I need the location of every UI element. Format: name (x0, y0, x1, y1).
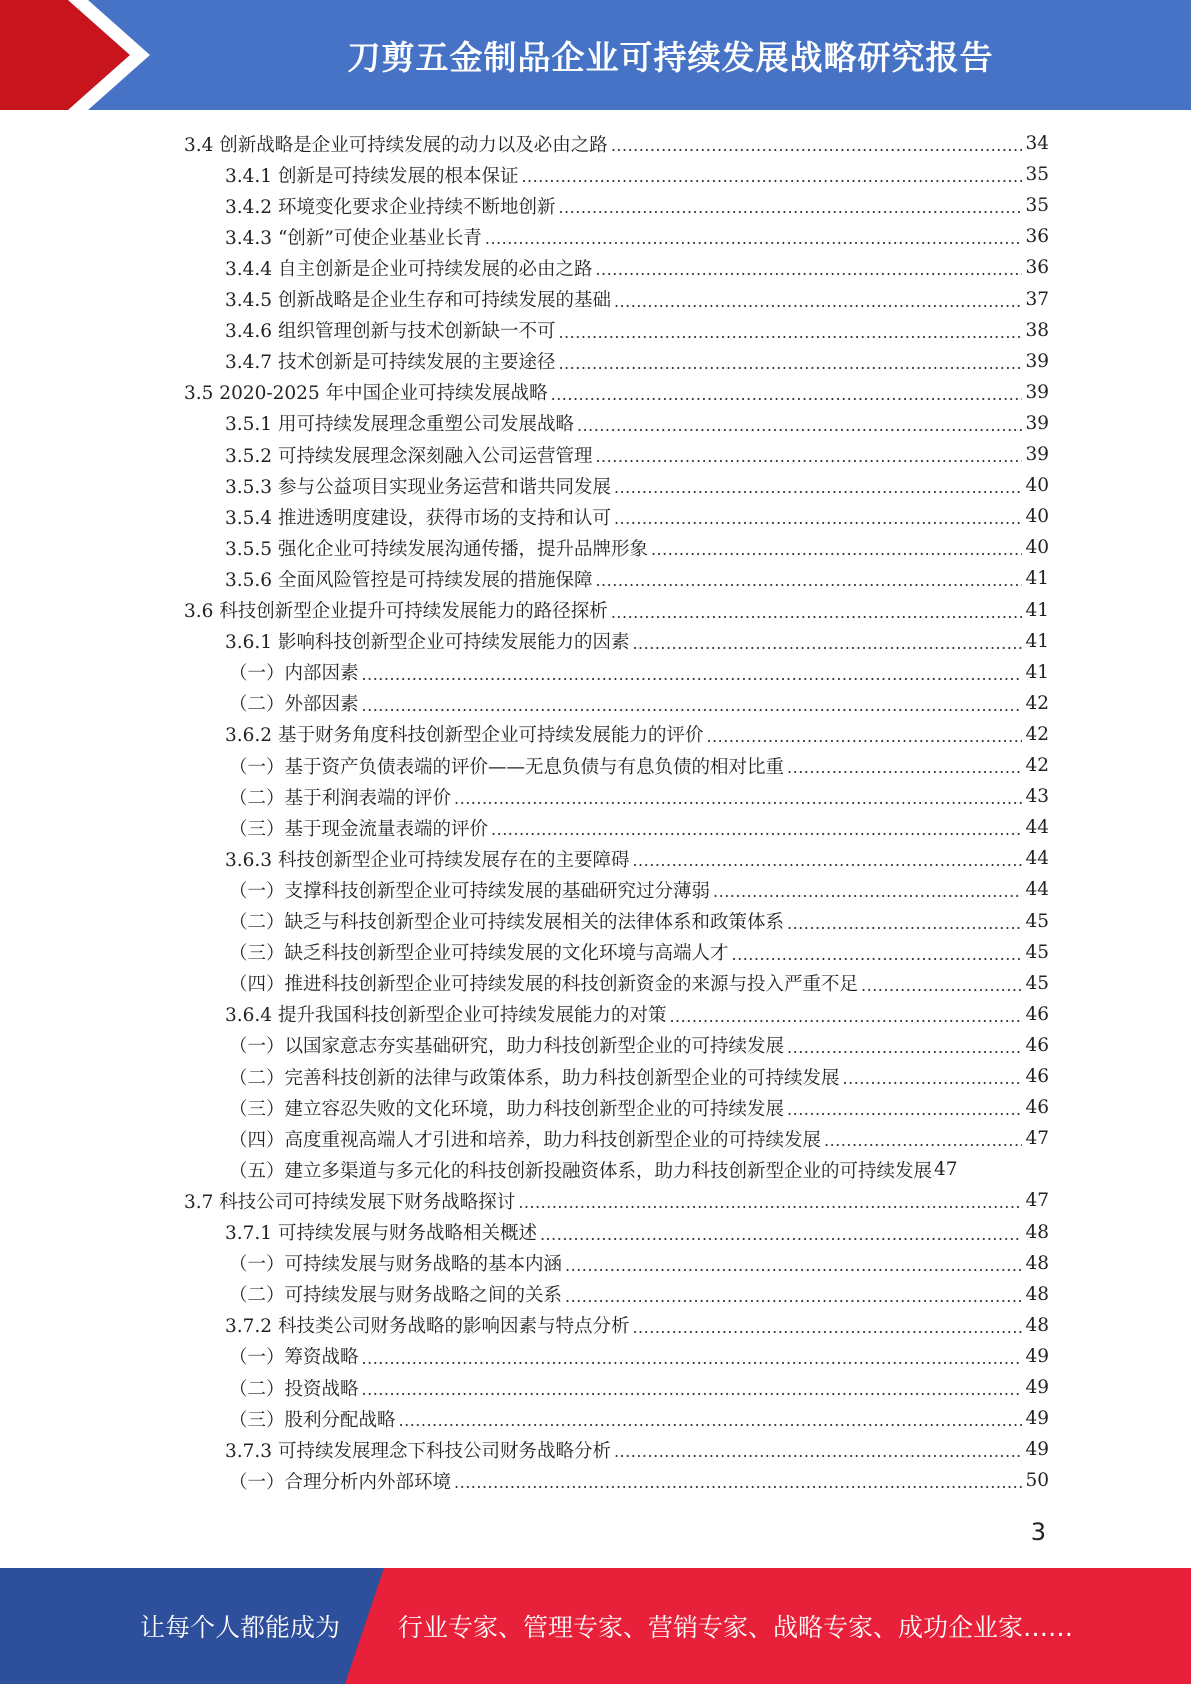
toc-leader-dots (932, 1162, 934, 1181)
toc-entry[interactable] (225, 563, 1049, 594)
toc-leader-dots (399, 1411, 1023, 1430)
toc-entry[interactable] (229, 812, 1049, 843)
toc-entry[interactable] (229, 1123, 1049, 1154)
toc-entry-label: 3.4 创新战略是企业可持续发展的动力以及必由之路 (184, 134, 608, 156)
toc-entry[interactable] (225, 999, 1049, 1030)
toc-entry-page: 48 (1025, 1221, 1049, 1243)
toc-entry-page: 46 (1025, 1097, 1049, 1119)
toc-entry-label: （三）建立容忍失败的文化环境，助力科技创新型企业的可持续发展 (229, 1098, 785, 1120)
toc-leader-dots (558, 323, 1022, 342)
toc-entry-page: 39 (1025, 412, 1049, 434)
toc-entry[interactable] (229, 750, 1049, 781)
toc-entry[interactable] (225, 719, 1049, 750)
toc-entry[interactable] (225, 315, 1049, 346)
toc-entry[interactable] (229, 1154, 1049, 1185)
toc-entry-page: 45 (1025, 972, 1049, 994)
toc-entry[interactable] (225, 626, 1049, 657)
toc-entry-label: （二）基于利润表端的评价 (229, 787, 452, 809)
report-header (0, 0, 1191, 110)
toc-leader-dots (595, 571, 1022, 590)
toc-entry-label: （一）以国家意志夯实基础研究，助力科技创新型企业的可持续发展 (229, 1036, 785, 1058)
toc-entry[interactable] (225, 439, 1049, 470)
toc-entry-label: 3.4.5 创新战略是企业生存和可持续发展的基础 (225, 290, 611, 311)
toc-leader-dots (787, 1100, 1022, 1119)
toc-entry-page: 40 (1025, 537, 1049, 559)
toc-entry-label: （一）可持续发展与财务战略的基本内涵 (229, 1254, 563, 1276)
toc-entry[interactable] (225, 470, 1049, 501)
toc-entry-page: 41 (1025, 630, 1049, 652)
toc-leader-dots (787, 914, 1022, 933)
toc-entry-page: 39 (1025, 444, 1049, 465)
toc-leader-dots (565, 1287, 1022, 1306)
toc-leader-dots (611, 603, 1023, 622)
toc-entry-label: 3.5.1 用可持续发展理念重塑公司发展战略 (225, 414, 574, 436)
toc-entry[interactable] (184, 1185, 1049, 1216)
header-chevron-decoration (0, 0, 160, 110)
toc-entry-page: 44 (1025, 817, 1049, 839)
toc-entry-label: 3.7.2 科技类公司财务战略的影响因素与特点分析 (225, 1316, 630, 1338)
toc-entry-label: （二）可持续发展与财务战略之间的关系 (229, 1285, 563, 1307)
toc-leader-dots (577, 416, 1022, 435)
toc-entry[interactable] (229, 781, 1049, 812)
footer-banner (0, 1568, 1191, 1684)
toc-entry[interactable] (229, 1030, 1049, 1061)
toc-entry-page: 44 (1025, 879, 1049, 901)
toc-entry[interactable] (184, 128, 1049, 159)
toc-entry-label: （一）合理分析内外部环境 (229, 1471, 452, 1493)
toc-leader-dots (362, 665, 1023, 684)
toc-entry-page: 45 (1025, 941, 1049, 963)
toc-entry-page: 40 (1025, 506, 1049, 528)
toc-entry-label: 3.6.2 基于财务角度科技创新型企业可持续发展能力的评价 (225, 725, 704, 747)
toc-entry-page: 37 (1025, 288, 1049, 310)
toc-leader-dots (491, 820, 1022, 839)
toc-leader-dots (454, 789, 1022, 808)
toc-entry-label: 3.5.5 强化企业可持续发展沟通传播，提升品牌形象 (225, 538, 648, 560)
toc-leader-dots (614, 509, 1022, 528)
toc-leader-dots (843, 1069, 1023, 1088)
toc-entry[interactable] (225, 190, 1049, 221)
toc-entry[interactable] (225, 1434, 1049, 1465)
toc-entry-page: 36 (1025, 257, 1049, 279)
toc-entry-page: 42 (1025, 755, 1049, 776)
toc-entry-label: （一）基于资产负债表端的评价——无息负债与有息负债的相对比重 (229, 756, 785, 778)
report-title: 刀剪五金制品企业可持续发展战略研究报告 (347, 37, 994, 77)
toc-leader-dots (454, 1473, 1022, 1492)
page-number: 3 (1030, 1518, 1046, 1546)
toc-entry-label: 3.6.3 科技创新型企业可持续发展存在的主要障碍 (225, 849, 630, 871)
toc-entry-page: 41 (1025, 599, 1049, 621)
toc-entry[interactable] (229, 1465, 1049, 1496)
toc-entry-page: 47 (1025, 1190, 1049, 1212)
toc-leader-dots (861, 976, 1022, 995)
toc-entry-page: 46 (1025, 1034, 1049, 1056)
toc-leader-dots (485, 229, 1023, 248)
toc-entry-label: 3.7 科技公司可持续发展下财务战略探讨 (184, 1191, 516, 1213)
toc-entry[interactable] (225, 501, 1049, 532)
toc-leader-dots (565, 1256, 1022, 1275)
toc-entry-label: （二）完善科技创新的法律与政策体系，助力科技创新型企业的可持续发展 (229, 1067, 840, 1089)
toc-entry[interactable] (229, 937, 1049, 968)
toc-entry-label: （一）筹资战略 (229, 1347, 359, 1369)
toc-entry-page: 40 (1025, 475, 1049, 497)
toc-entry[interactable] (229, 1092, 1049, 1123)
toc-leader-dots (362, 1380, 1023, 1399)
toc-entry-page: 47 (934, 1159, 958, 1181)
toc-entry-page: 45 (1025, 910, 1049, 932)
toc-entry[interactable] (225, 159, 1049, 190)
toc-entry-page: 35 (1025, 164, 1049, 186)
toc-entry-page: 41 (1025, 661, 1049, 683)
toc-entry[interactable] (229, 657, 1049, 688)
toc-entry[interactable] (229, 1279, 1049, 1310)
toc-entry-label: 3.6.1 影响科技创新型企业可持续发展能力的因素 (225, 632, 630, 654)
toc-entry-label: 3.5.3 参与公益项目实现业务运营和谐共同发展 (225, 476, 611, 498)
toc-entry-page: 39 (1025, 350, 1049, 372)
toc-leader-dots (518, 1193, 1022, 1212)
toc-entry[interactable] (229, 1061, 1049, 1092)
toc-entry[interactable] (225, 284, 1049, 315)
toc-leader-dots (614, 292, 1022, 311)
toc-leader-dots (669, 1007, 1022, 1026)
toc-entry[interactable] (184, 377, 1049, 408)
toc-leader-dots (787, 1038, 1022, 1057)
toc-entry-page: 36 (1025, 226, 1049, 248)
toc-leader-dots (706, 727, 1022, 746)
toc-entry-page: 49 (1025, 1377, 1049, 1398)
toc-leader-dots (362, 1349, 1023, 1368)
toc-entry[interactable] (229, 688, 1049, 719)
toc-entry-label: （三）基于现金流量表端的评价 (229, 818, 489, 840)
toc-leader-dots (611, 136, 1023, 155)
toc-entry-page: 42 (1025, 723, 1049, 745)
toc-entry-label: 3.5.2 可持续发展理念深刻融入公司运营管理 (225, 445, 593, 467)
toc-entry-label: 3.5.4 推进透明度建设，获得市场的支持和认可 (225, 507, 611, 529)
toc-leader-dots (614, 478, 1022, 497)
toc-entry-label: （二）投资战略 (229, 1378, 359, 1400)
toc-leader-dots (824, 1131, 1022, 1150)
toc-entry-page: 49 (1025, 1408, 1049, 1430)
toc-entry[interactable] (229, 1248, 1049, 1279)
toc-entry[interactable] (229, 874, 1049, 905)
toc-entry-label: （三）缺乏科技创新型企业可持续发展的文化环境与高端人才 (229, 943, 729, 965)
toc-leader-dots (651, 540, 1022, 559)
toc-entry-page: 43 (1025, 786, 1049, 808)
toc-entry-page: 46 (1025, 1066, 1049, 1087)
toc-entry-label: 3.4.1 创新是可持续发展的根本保证 (225, 165, 519, 187)
toc-entry-label: 3.6.4 提升我国科技创新型企业可持续发展能力的对策 (225, 1005, 667, 1027)
toc-entry-label: （二）缺乏与科技创新型企业可持续发展相关的法律体系和政策体系 (229, 912, 785, 933)
toc-entry[interactable] (225, 1310, 1049, 1341)
toc-leader-dots (558, 198, 1022, 217)
toc-entry[interactable] (225, 346, 1049, 377)
toc-entry-label: （四）推进科技创新型企业可持续发展的科技创新资金的来源与投入严重不足 (229, 974, 859, 996)
toc-entry-page: 47 (1025, 1128, 1049, 1150)
toc-entry-page: 49 (1025, 1345, 1049, 1367)
toc-entry-page: 41 (1025, 568, 1049, 590)
toc-entry-page: 49 (1025, 1439, 1049, 1461)
toc-entry-label: （二）外部因素 (229, 694, 359, 716)
toc-entry[interactable] (229, 906, 1049, 937)
toc-entry-label: （一）内部因素 (229, 663, 359, 685)
toc-entry-label: （四）高度重视高端人才引进和培养，助力科技创新型企业的可持续发展 (229, 1129, 822, 1151)
toc-leader-dots (521, 167, 1022, 186)
toc-entry-page: 48 (1025, 1314, 1049, 1336)
toc-entry-label: 3.4.7 技术创新是可持续发展的主要途径 (225, 352, 556, 374)
toc-leader-dots (551, 385, 1023, 404)
toc-entry-page: 48 (1025, 1252, 1049, 1274)
toc-entry-label: 3.4.6 组织管理创新与技术创新缺一不可 (225, 321, 556, 343)
toc-entry-page: 50 (1025, 1470, 1049, 1492)
footer-slogan-left: 让每个人都能成为 (140, 1613, 341, 1642)
toc-entry-page: 48 (1025, 1283, 1049, 1305)
toc-entry-label: （五）建立多渠道与多元化的科技创新投融资体系，助力科技创新型企业的可持续发展 (229, 1160, 933, 1182)
toc-entry-label: （一）支撑科技创新型企业可持续发展的基础研究过分薄弱 (229, 880, 711, 902)
toc-entry-page: 34 (1025, 133, 1049, 154)
toc-entry[interactable] (229, 1341, 1049, 1372)
toc-entry-page: 35 (1025, 195, 1049, 217)
toc-entry[interactable] (229, 1372, 1049, 1403)
toc-entry-page: 46 (1025, 1003, 1049, 1025)
toc-leader-dots (614, 1442, 1022, 1461)
toc-entry-label: 3.4.2 环境变化要求企业持续不断地创新 (225, 196, 556, 218)
toc-entry-label: 3.4.4 自主创新是企业可持续发展的必由之路 (225, 258, 593, 280)
toc-leader-dots (787, 758, 1022, 777)
toc-entry-page: 44 (1025, 848, 1049, 870)
toc-leader-dots (362, 696, 1023, 715)
toc-leader-dots (632, 634, 1022, 653)
toc-entry-label: 3.7.3 可持续发展理念下科技公司财务战略分析 (225, 1440, 611, 1462)
toc-leader-dots (558, 354, 1022, 373)
toc-entry[interactable] (225, 532, 1049, 563)
toc-leader-dots (632, 851, 1022, 870)
toc-entry[interactable] (229, 1403, 1049, 1434)
toc-leader-dots (732, 945, 1023, 964)
toc-entry-label: 3.5 2020-2025 年中国企业可持续发展战略 (184, 383, 548, 405)
toc-entry[interactable] (225, 408, 1049, 439)
toc-leader-dots (595, 260, 1022, 279)
toc-entry-label: 3.5.6 全面风险管控是可持续发展的措施保障 (225, 569, 593, 591)
toc-entry[interactable] (184, 595, 1049, 626)
toc-entry-label: （三）股利分配战略 (229, 1409, 396, 1431)
toc-entry[interactable] (225, 1217, 1049, 1248)
toc-entry[interactable] (225, 221, 1049, 252)
toc-entry-label: 3.4.3 “创新”可使企业基业长青 (225, 227, 482, 249)
toc-leader-dots (632, 1318, 1022, 1337)
toc-leader-dots (540, 1225, 1022, 1244)
toc-entry[interactable] (229, 968, 1049, 999)
toc-entry-label: 3.6 科技创新型企业提升可持续发展能力的路径探析 (184, 601, 608, 622)
toc-entry-label: 3.7.1 可持续发展与财务战略相关概述 (225, 1223, 537, 1244)
toc-entry-page: 39 (1025, 381, 1049, 403)
toc-leader-dots (595, 447, 1022, 466)
toc-entry-page: 38 (1025, 319, 1049, 341)
toc-entry[interactable] (225, 252, 1049, 283)
toc-entry[interactable] (225, 843, 1049, 874)
toc-entry-page: 42 (1025, 692, 1049, 714)
footer-slogan-right: 行业专家、管理专家、营销专家、战略专家、成功企业家…… (398, 1613, 1074, 1642)
toc-leader-dots (713, 882, 1022, 901)
